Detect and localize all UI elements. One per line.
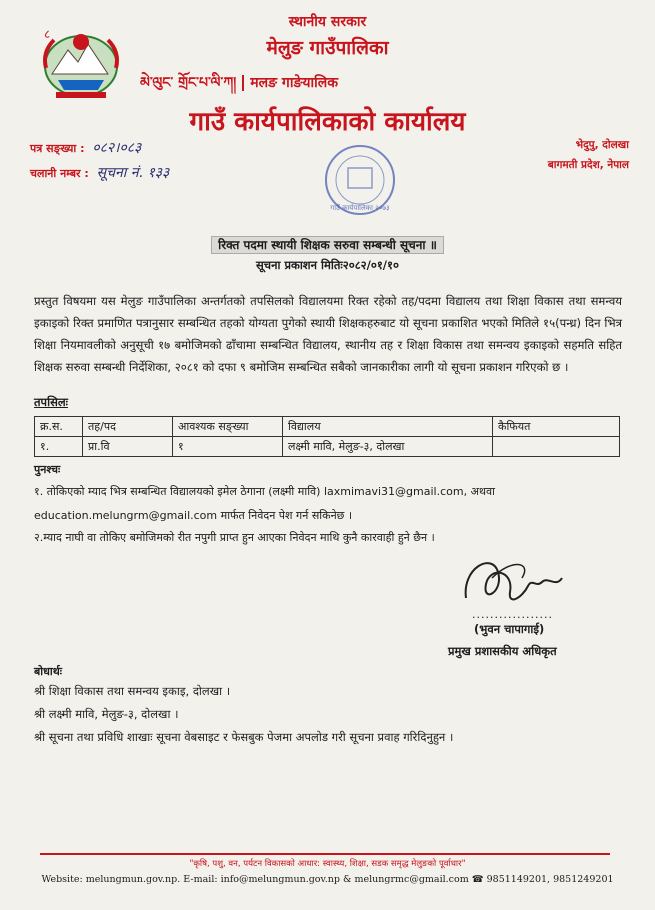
- vacancy-table: [34, 416, 620, 457]
- header-local-government: स्थानीय सरकार: [288, 14, 367, 30]
- header-alt-script: [140, 66, 338, 106]
- signer-title: प्रमुख प्रशासकीय अधिकृत: [448, 644, 557, 658]
- dispatch-number-label: चलानी नम्बर :: [30, 167, 89, 180]
- publish-date: सूचना प्रकाशन मितिः२०८२/०१/१०: [256, 258, 399, 272]
- table-cell: १: [173, 437, 283, 457]
- address-line-2: बागमती प्रदेश, नेपाल: [547, 159, 629, 171]
- header-municipality-name: मेलुङ गाउँपालिका: [266, 37, 389, 59]
- notice-subject-text: रिक्त पदमा स्थायी शिक्षक सरुवा सम्बन्धी सूचना ॥: [211, 236, 444, 254]
- header-divider: [242, 75, 244, 91]
- column-header: तह/पद: [83, 417, 173, 437]
- cc-label: बोधार्थः: [34, 665, 62, 678]
- letter-number-label: पत्र सङ्ख्या :: [30, 142, 85, 155]
- table-cell: प्रा.वि: [83, 437, 173, 457]
- cc-item: श्री लक्ष्मी मावि, मेलुङ-३, दोलखा ।: [34, 707, 179, 721]
- postscript-line-2: education.melungrm@gmail.com मार्फत निवेदन पेश गर्न सकिनेछ ।: [34, 509, 353, 522]
- letter-number-value: ०८२।०८३: [92, 140, 142, 156]
- header-alt-name: मलङ गाङेयालिक: [250, 75, 338, 91]
- stamp-text: गाउँ कार्यपालिका २०७३: [330, 204, 390, 212]
- postscript-label: पुनश्चः: [34, 463, 61, 476]
- table-cell: [493, 437, 620, 457]
- dispatch-number: [30, 163, 169, 182]
- column-header: आवश्यक सङ्ख्या: [173, 417, 283, 437]
- column-header: क्र.स.: [35, 417, 83, 437]
- table-header-row: [35, 417, 620, 437]
- column-header: कैफियत: [493, 417, 620, 437]
- table-cell: १.: [35, 437, 83, 457]
- footer-contact: Website: melungmun.gov.np. E-mail: info@melungmun.gov.np & melungrmc@gmail.com ☎ 9851149201, 9851249201: [41, 874, 614, 885]
- signer-name: (भुवन चापागाई): [474, 622, 545, 636]
- letter-number: [30, 138, 169, 157]
- column-header: विद्यालय: [283, 417, 493, 437]
- letter-meta: [30, 138, 169, 188]
- cc-item: श्री शिक्षा विकास तथा समन्वय इकाइ, दोलखा ।: [34, 684, 231, 698]
- notice-body: प्रस्तुत विषयमा यस मेलुङ गाउँपालिका अन्तर्गतको तपसिलको विद्यालयमा रिक्त रहेको तह/पदमा विद्यालय तथा शिक्षा विकास तथा समन्वय इकाइको रिक्त प्रमाणित पत्रानुसार सम्बन्धित तहको योग्यता पुगेको स्थायी शिक्षकहरुबाट यो सूचना प्रकाशित भएको मितिले १५(पन्ध्र) दिन भित्र शिक्षा नियमावलीको अनुसूची १७ बमोजिमको ढाँचामा सम्बन्धित विद्यालय, स्थानीय तह र शिक्षा विकास तथा समन्वय इकाइको सहमति सहित शिक्षक सरुवा सम्बन्धी निर्देशिका, २०८१ को दफा ९ बमोजिम सम्बन्धित सबैको जानकारीका लागी यो सूचना प्रकाशन गरिएको छ ।: [34, 294, 622, 374]
- office-address: [548, 138, 629, 178]
- postscript-line-1: १. तोकिएको म्याद भित्र सम्बन्धित विद्यालयको इमेल ठेगाना (लक्ष्मी मावि) laxmimavi31@gmail.com, अथवा: [34, 485, 495, 498]
- header-office-name: गाउँ कार्यपालिकाको कार्यालय: [189, 107, 466, 137]
- table-row: [35, 437, 620, 457]
- header-tibetan-name: མེ་ལུང་ གྲོང་པ་ལི་ཀ།: [140, 75, 237, 91]
- notice-subject: [0, 236, 655, 253]
- table-cell: लक्ष्मी मावि, मेलुङ-३, दोलखा: [283, 437, 493, 457]
- emblem-number: ८: [44, 27, 51, 41]
- dispatch-number-value: सूचना नं. १३३: [96, 165, 170, 181]
- cc-item: श्री सूचना तथा प्रविधि शाखाः सूचना वेबसाइट र फेसबुक पेजमा अपलोड गरी सूचना प्रवाह गरिदिनुहुन ।: [34, 730, 454, 744]
- postscript-line-3: २.म्याद नाघी वा तोकिए बमोजिमको रीत नपुगी प्राप्त हुन आएका निवेदन माथि कुनै कारवाही हुने छैन ।: [34, 531, 435, 544]
- office-stamp-icon: [322, 142, 398, 218]
- footer-motto: "कृषि, पशु, वन, पर्यटन विकासको आधार: स्वास्थ्य, शिक्षा, सडक समृद्ध मेलुङको पूर्वाधार": [189, 859, 466, 869]
- signature-line: ..................: [472, 608, 553, 621]
- address-line-1: भेदुपु, दोलखा: [575, 139, 629, 151]
- details-label: तपसिलः: [34, 395, 68, 409]
- footer-divider: [40, 853, 610, 855]
